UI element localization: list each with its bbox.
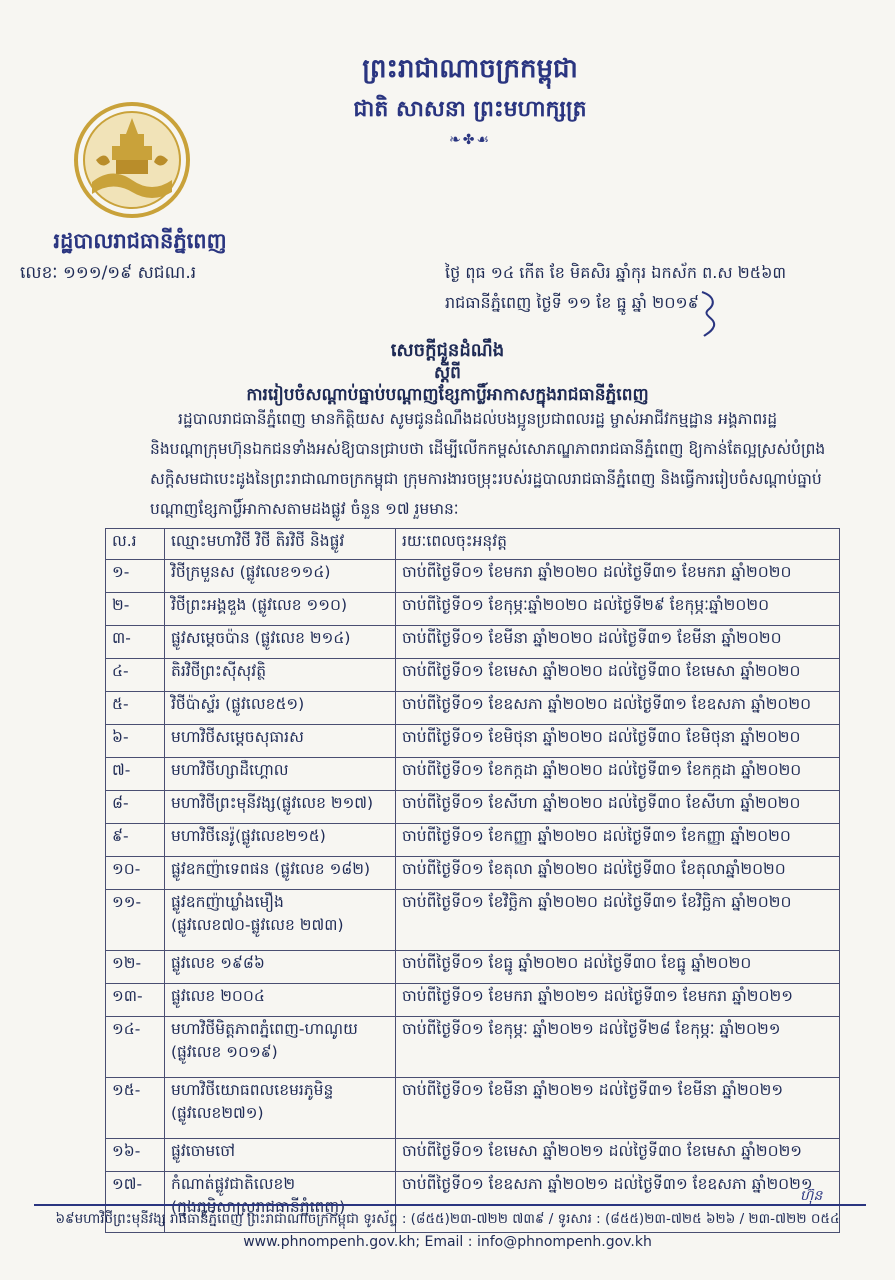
road-name-cell — [165, 1078, 396, 1139]
notice-body — [150, 404, 840, 524]
notice-subject: ការរៀបចំសណ្តាប់ធ្នាប់បណ្តាញខ្សែកាប្លិ៍អាកាសក្នុងរាជធានីភ្នំពេញ — [246, 385, 649, 405]
table-row — [106, 890, 840, 951]
row-number: ៣- — [106, 626, 165, 659]
road-name-cell — [165, 560, 396, 593]
row-number: ១- — [106, 560, 165, 593]
period-cell: ចាប់ពីថ្ងៃទី០១ ខែធ្នូ ឆ្នាំ២០២០ ដល់ថ្ងៃទី៣០ ខែធ្នូ ឆ្នាំ២០២០ — [396, 951, 840, 984]
footer-address: ៦៩មហាវិថីព្រះមុនីវង្ស រាជធានីភ្នំពេញ ព្រះរាជាណាចក្រកម្ពុជា ទូរស័ព្ទ : (៨៥៥)២៣-៧២២ ៧៣៩ / ទូរសារ : (៨៥៥)២៣-៧២៥ ៦២៦ / ២៣-៧២២ ០៥៤ — [55, 1211, 840, 1227]
road-name: ផ្លូវឧកញ៉ាទេពផន (ផ្លូវលេខ ១៨២) — [171, 860, 371, 878]
period-cell: ចាប់ពីថ្ងៃទី០១ ខែមីនា ឆ្នាំ២០២០ ដល់ថ្ងៃទី៣១ ខែមីនា ឆ្នាំ២០២០ — [396, 626, 840, 659]
road-name: វិថីប៉ាស្ទ័រ (ផ្លូវលេខ៥១) — [171, 695, 305, 713]
road-name: មហាវិថីនេរ៉ូ(ផ្លូវលេខ២១៥) — [171, 827, 326, 845]
period-cell: ចាប់ពីថ្ងៃទី០១ ខែវិច្ឆិកា ឆ្នាំ២០២០ ដល់ថ្ងៃទី៣១ ខែវិច្ឆិកា ឆ្នាំ២០២០ — [396, 890, 840, 951]
body-line: សក្តិសមជាបេះដូងនៃព្រះរាជាណាចក្រកម្ពុជា ក្រុមការងារចម្រុះរបស់រដ្ឋបាលរាជធានីភ្នំពេញ និងធ្វើការរៀបចំសណ្តាប់ធ្នាប់ — [150, 470, 822, 488]
road-name: វិថីព្រះអង្គឌួង (ផ្លូវលេខ ១១០) — [171, 596, 348, 614]
kingdom-heading: ព្រះរាជាណាចក្រកម្ពុជា — [362, 54, 578, 84]
row-number: ១២- — [106, 951, 165, 984]
road-name: មហាវិថីយោធពលខេមរភូមិន្ទ — [171, 1081, 334, 1099]
table-row — [106, 659, 840, 692]
road-name-cell — [165, 659, 396, 692]
period-cell: ចាប់ពីថ្ងៃទី០១ ខែកក្កដា ឆ្នាំ២០២០ ដល់ថ្ងៃទី៣១ ខែកក្កដា ឆ្នាំ២០២០ — [396, 758, 840, 791]
road-name: កំណាត់ផ្លូវជាតិលេខ២ — [171, 1175, 296, 1193]
table-row — [106, 1078, 840, 1139]
period-cell: ចាប់ពីថ្ងៃទី០១ ខែមិថុនា ឆ្នាំ២០២០ ដល់ថ្ងៃទី៣០ ខែមិថុនា ឆ្នាំ២០២០ — [396, 725, 840, 758]
road-name-cell — [165, 593, 396, 626]
period-cell: ចាប់ពីថ្ងៃទី០១ ខែមីនា ឆ្នាំ២០២១ ដល់ថ្ងៃទី៣១ ខែមីនា ឆ្នាំ២០២១ — [396, 1078, 840, 1139]
road-name: ផ្លូវឧកញ៉ាឃ្លាំងមឿង — [171, 893, 284, 911]
period-cell: ចាប់ពីថ្ងៃទី០១ ខែមករា ឆ្នាំ២០២១ ដល់ថ្ងៃទី៣១ ខែមករា ឆ្នាំ២០២១ — [396, 984, 840, 1017]
road-name-cell — [165, 890, 396, 951]
row-number: ១៥- — [106, 1078, 165, 1139]
table-row — [106, 984, 840, 1017]
table-row — [106, 791, 840, 824]
reference-number: លេខៈ ១១១/១៩ សជណ.រ — [20, 263, 197, 283]
lunar-date: ថ្ងៃ ពុធ ១៤ កើត ខែ មិគសិរ ឆ្នាំកុរ ឯកស័ក ព.ស ២៥៦៣ — [445, 263, 787, 282]
table-row — [106, 725, 840, 758]
table-row — [106, 857, 840, 890]
body-line: រដ្ឋបាលរាជធានីភ្នំពេញ មានកិត្តិយស សូមជូនដំណឹងដល់បងប្អូនប្រជាពលរដ្ឋ ម្ចាស់អាជីវកម្មដ្ឋាន អង្គភាពរដ្ឋ — [178, 410, 778, 428]
period-cell: ចាប់ពីថ្ងៃទី០១ ខែកញ្ញា ឆ្នាំ២០២០ ដល់ថ្ងៃទី៣១ ខែកញ្ញា ឆ្នាំ២០២០ — [396, 824, 840, 857]
period-cell: ចាប់ពីថ្ងៃទី០១ ខែតុលា ឆ្នាំ២០២០ ដល់ថ្ងៃទី៣០ ខែតុលាឆ្នាំ២០២០ — [396, 857, 840, 890]
road-name: មហាវិថីមិត្តភាពភ្នំពេញ-ហាណូយ — [171, 1020, 358, 1038]
road-name-cell — [165, 984, 396, 1017]
table-row — [106, 1139, 840, 1172]
road-name-cell — [165, 857, 396, 890]
table-row — [106, 951, 840, 984]
solar-date: រាជធានីភ្នំពេញ ថ្ងៃទី ១១ ខែ ធ្នូ ឆ្នាំ ២០១៩ — [445, 293, 699, 312]
road-name: ផ្លូវចោមចៅ — [171, 1142, 235, 1160]
road-name: មហាវិថីព្រះមុនីវង្ស(ផ្លូវលេខ ២១៧) — [171, 794, 374, 812]
road-name-cell — [165, 626, 396, 659]
row-number: ១១- — [106, 890, 165, 951]
road-name-detail: (ផ្លូវលេខ២៧១) — [171, 1104, 264, 1122]
table-row — [106, 1017, 840, 1078]
period-cell: ចាប់ពីថ្ងៃទី០១ ខែឧសភា ឆ្នាំ២០២១ ដល់ថ្ងៃទី៣១ ខែឧសភា ឆ្នាំ២០២១ — [396, 1172, 840, 1233]
footer-initials: ហ៊ុន — [800, 1188, 823, 1204]
table-header-row — [106, 529, 840, 560]
header-number: ល.រ — [106, 529, 165, 560]
period-cell: ចាប់ពីថ្ងៃទី០១ ខែកុម្ភៈ ឆ្នាំ២០២១ ដល់ថ្ងៃទី២៨ ខែកុម្ភៈ ឆ្នាំ២០២១ — [396, 1017, 840, 1078]
road-name-cell — [165, 824, 396, 857]
body-line: បណ្តាញខ្សែកាប្លិ៍អាកាសតាមដងផ្លូវ ចំនួន ១៧ រួមមានៈ — [150, 500, 459, 518]
issuer-name: រដ្ឋបាលរាជធានីភ្នំពេញ — [53, 228, 227, 253]
notice-subject-label: ស្តីពី — [434, 363, 461, 383]
row-number: ២- — [106, 593, 165, 626]
table-row — [106, 626, 840, 659]
road-name-cell — [165, 692, 396, 725]
national-motto: ជាតិ សាសនា ព្រះមហាក្សត្រ — [353, 96, 587, 122]
row-number: ៨- — [106, 791, 165, 824]
period-cell: ចាប់ពីថ្ងៃទី០១ ខែកុម្ភៈឆ្នាំ២០២០ ដល់ថ្ងៃទី២៩ ខែកុម្ភៈឆ្នាំ២០២០ — [396, 593, 840, 626]
road-name: មហាវិថីហ្សាដឺហ្គោល — [171, 761, 289, 779]
road-name-cell — [165, 1139, 396, 1172]
road-name-cell — [165, 951, 396, 984]
row-number: ៥- — [106, 692, 165, 725]
header-period: រយៈពេលចុះអនុវត្ត — [396, 529, 840, 560]
road-name: ផ្លូវលេខ ២០០៤ — [171, 987, 265, 1005]
footer-contact: www.phnompenh.gov.kh; Email : info@phnompenh.gov.kh — [243, 1234, 652, 1250]
notice-title: សេចក្តីជូនដំណឹង — [390, 340, 505, 361]
road-name: ផ្លូវលេខ ១៩៨៦ — [171, 954, 265, 972]
row-number: ១០- — [106, 857, 165, 890]
period-cell: ចាប់ពីថ្ងៃទី០១ ខែសីហា ឆ្នាំ២០២០ ដល់ថ្ងៃទី៣០ ខែសីហា ឆ្នាំ២០២០ — [396, 791, 840, 824]
table-row — [106, 758, 840, 791]
row-number: ១៣- — [106, 984, 165, 1017]
table-row — [106, 824, 840, 857]
table-row — [106, 560, 840, 593]
road-name-cell — [165, 758, 396, 791]
table-row — [106, 593, 840, 626]
handwritten-mark — [696, 288, 726, 338]
row-number: ៩- — [106, 824, 165, 857]
ornament-divider: ❧✤☙ — [448, 132, 491, 148]
road-name-cell — [165, 1017, 396, 1078]
row-number: ៤- — [106, 659, 165, 692]
road-name-detail: (ផ្លូវលេខ៧០-ផ្លូវលេខ ២៧៣) — [171, 916, 344, 934]
table-row — [106, 692, 840, 725]
period-cell: ចាប់ពីថ្ងៃទី០១ ខែមករា ឆ្នាំ២០២០ ដល់ថ្ងៃទី៣១ ខែមករា ឆ្នាំ២០២០ — [396, 560, 840, 593]
road-name-cell — [165, 791, 396, 824]
municipal-emblem-icon — [72, 100, 192, 220]
row-number: ១៤- — [106, 1017, 165, 1078]
road-name-detail: (ក្នុងភូមិសាស្រ្តរាជធានីភ្នំពេញ) — [171, 1198, 346, 1216]
period-cell: ចាប់ពីថ្ងៃទី០១ ខែមេសា ឆ្នាំ២០២១ ដល់ថ្ងៃទី៣០ ខែមេសា ឆ្នាំ២០២១ — [396, 1139, 840, 1172]
road-name-cell — [165, 725, 396, 758]
period-cell: ចាប់ពីថ្ងៃទី០១ ខែមេសា ឆ្នាំ២០២០ ដល់ថ្ងៃទី៣០ ខែមេសា ឆ្នាំ២០២០ — [396, 659, 840, 692]
road-name: ផ្លូវសម្តេចប៉ាន (ផ្លូវលេខ ២១៤) — [171, 629, 351, 647]
row-number: ១៦- — [106, 1139, 165, 1172]
period-cell: ចាប់ពីថ្ងៃទី០១ ខែឧសភា ឆ្នាំ២០២០ ដល់ថ្ងៃទី៣១ ខែឧសភា ឆ្នាំ២០២០ — [396, 692, 840, 725]
road-name-detail: (ផ្លូវលេខ ១០១៩) — [171, 1043, 278, 1061]
road-name: វិថីក្រមួនស (ផ្លូវលេខ១១៤) — [171, 563, 331, 581]
road-name: មហាវិថីសម្តេចសុធារស — [171, 728, 304, 746]
row-number: ៧- — [106, 758, 165, 791]
body-line: និងបណ្តាក្រុមហ៊ុនឯកជនទាំងអស់ឱ្យបានជ្រាបថា ដើម្បីលើកកម្ពស់សោភណ្ឌភាពរាជធានីភ្នំពេញ ឱ្យកាន់តែល្អស្រស់បំព្រង — [150, 440, 826, 458]
header-road: ឈ្មោះមហាវិថី វិថី តិរវិថី និងផ្លូវ — [165, 529, 396, 560]
schedule-table — [105, 528, 840, 1233]
row-number: ១៧- — [106, 1172, 165, 1233]
road-name: តិរវិថីព្រះស៊ីសុវត្ថិ — [171, 662, 267, 680]
row-number: ៦- — [106, 725, 165, 758]
footer-divider — [34, 1204, 866, 1206]
